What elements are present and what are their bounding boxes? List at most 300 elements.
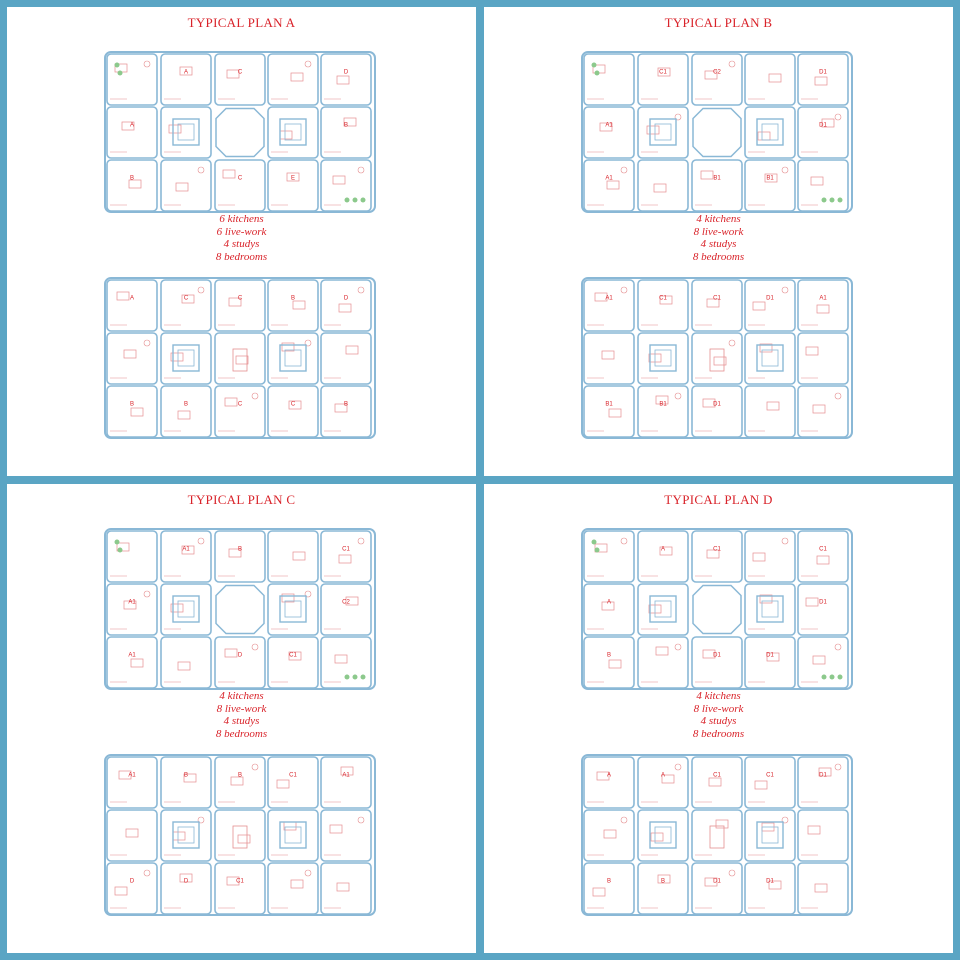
- unit-label: D1: [766, 295, 774, 302]
- room: [638, 280, 688, 331]
- atrium: [693, 109, 741, 157]
- room: [268, 333, 318, 384]
- chair: [621, 167, 627, 173]
- furniture: [284, 822, 296, 830]
- chair: [358, 817, 364, 823]
- unit-label: B: [237, 772, 243, 779]
- plant: [361, 675, 366, 680]
- unit-label: C1: [342, 546, 350, 553]
- chair: [835, 114, 841, 120]
- unit-label: C1: [659, 295, 667, 302]
- unit-stats: [484, 213, 953, 263]
- floor-plan-lower: [7, 748, 476, 918]
- stat-live-work: 8 live-work: [693, 702, 744, 715]
- room: [692, 863, 742, 914]
- stat-live-work: 8 live-work: [693, 225, 744, 238]
- floor-plan-lower: [484, 271, 953, 441]
- room: [215, 531, 265, 582]
- room: [107, 810, 157, 861]
- unit-label: C: [290, 401, 296, 408]
- unit-label: D1: [819, 772, 827, 779]
- unit-label: D: [183, 878, 189, 885]
- plant: [353, 198, 358, 203]
- room: [321, 54, 371, 105]
- furniture: [124, 350, 136, 358]
- furniture: [808, 826, 820, 834]
- stat-bedrooms: 8 bedrooms: [215, 727, 268, 740]
- plant: [595, 71, 600, 76]
- furniture: [593, 888, 605, 896]
- room: [745, 863, 795, 914]
- elevator-shaft: [285, 124, 301, 140]
- chair: [621, 538, 627, 544]
- elevator-core: [650, 119, 676, 145]
- room: [745, 531, 795, 582]
- panel-title: TYPICAL PLAN A: [187, 15, 296, 30]
- floor-plan-upper: [484, 522, 953, 692]
- furniture: [716, 820, 728, 828]
- furniture: [173, 832, 185, 840]
- chair: [358, 287, 364, 293]
- unit-label: C1: [289, 652, 297, 659]
- elevator-core: [757, 822, 783, 848]
- furniture: [651, 833, 663, 841]
- room: [798, 584, 848, 635]
- unit-label: B: [183, 401, 189, 408]
- furniture: [236, 356, 248, 364]
- room: [692, 54, 742, 105]
- room: [798, 637, 848, 688]
- furniture: [607, 181, 619, 189]
- unit-label: B1: [659, 401, 667, 408]
- furniture: [169, 125, 181, 133]
- furniture: [811, 177, 823, 185]
- elevator-shaft: [655, 124, 671, 140]
- unit-label: A: [606, 599, 612, 606]
- room: [161, 757, 211, 808]
- furniture: [238, 835, 250, 843]
- unit-label: B: [129, 401, 135, 408]
- unit-label: C2: [342, 599, 350, 606]
- unit-label: D: [343, 69, 349, 76]
- room: [745, 386, 795, 437]
- room: [745, 757, 795, 808]
- elevator-core: [280, 345, 306, 371]
- room: [215, 757, 265, 808]
- chair: [198, 167, 204, 173]
- room: [584, 333, 634, 384]
- plant: [115, 540, 120, 545]
- unit-label: D1: [713, 878, 721, 885]
- room: [161, 333, 211, 384]
- furniture: [806, 347, 818, 355]
- room: [321, 280, 371, 331]
- room: [268, 54, 318, 105]
- room: [107, 107, 157, 158]
- room: [268, 160, 318, 211]
- furniture: [813, 656, 825, 664]
- panel-title: TYPICAL PLAN B: [664, 15, 773, 30]
- elevator-core: [173, 822, 199, 848]
- unit-label: C1: [659, 69, 667, 76]
- furniture: [337, 76, 349, 84]
- unit-label: C: [237, 175, 243, 182]
- furniture: [126, 829, 138, 837]
- room: [161, 637, 211, 688]
- chair: [835, 393, 841, 399]
- furniture: [223, 170, 235, 178]
- furniture: [117, 292, 129, 300]
- chair: [729, 870, 735, 876]
- elevator-core: [280, 596, 306, 622]
- plant: [830, 198, 835, 203]
- unit-label: D1: [766, 652, 774, 659]
- stat-studys: 4 studys: [223, 238, 260, 250]
- unit-label: B: [606, 878, 612, 885]
- room: [161, 863, 211, 914]
- room: [798, 810, 848, 861]
- room: [798, 160, 848, 211]
- elevator-core: [173, 596, 199, 622]
- chair: [358, 167, 364, 173]
- room: [745, 637, 795, 688]
- plan-panel-b: [484, 7, 953, 476]
- unit-label: C1: [289, 772, 297, 779]
- furniture: [225, 398, 237, 406]
- elevator-shaft: [655, 350, 671, 366]
- furniture: [346, 346, 358, 354]
- furniture: [813, 405, 825, 413]
- unit-label: E: [290, 175, 296, 182]
- chair: [835, 644, 841, 650]
- chair: [675, 644, 681, 650]
- room: [745, 54, 795, 105]
- floor-plan-upper: [484, 45, 953, 215]
- room: [268, 810, 318, 861]
- plant: [118, 548, 123, 553]
- unit-label: C1: [819, 546, 827, 553]
- room: [215, 160, 265, 211]
- room: [268, 863, 318, 914]
- stat-studys: 4 studys: [223, 715, 260, 727]
- elevator-shaft: [762, 827, 778, 843]
- elevator-shaft: [178, 124, 194, 140]
- furniture: [333, 176, 345, 184]
- unit-label: B: [606, 652, 612, 659]
- room: [321, 637, 371, 688]
- unit-label: D1: [819, 69, 827, 76]
- room: [321, 386, 371, 437]
- room: [268, 107, 318, 158]
- dining-table: [233, 826, 247, 848]
- unit-label: D: [129, 878, 135, 885]
- dining-table: [710, 349, 724, 371]
- room: [798, 863, 848, 914]
- room: [638, 160, 688, 211]
- unit-label: A1: [605, 122, 613, 129]
- chair: [144, 61, 150, 67]
- atrium: [216, 109, 264, 157]
- room: [107, 333, 157, 384]
- room: [161, 584, 211, 635]
- room: [745, 584, 795, 635]
- chair: [835, 764, 841, 770]
- unit-label: A: [183, 69, 189, 76]
- room: [638, 333, 688, 384]
- chair: [144, 340, 150, 346]
- unit-label: B: [343, 122, 349, 129]
- elevator-shaft: [762, 601, 778, 617]
- furniture: [709, 778, 721, 786]
- furniture: [758, 132, 770, 140]
- unit-label: D1: [819, 599, 827, 606]
- plant: [822, 675, 827, 680]
- stat-live-work: 8 live-work: [216, 702, 267, 715]
- room: [584, 54, 634, 105]
- plant: [353, 675, 358, 680]
- furniture: [225, 649, 237, 657]
- room: [798, 757, 848, 808]
- plant: [361, 198, 366, 203]
- stat-bedrooms: 8 bedrooms: [215, 250, 268, 263]
- chair: [675, 393, 681, 399]
- dining-table: [710, 826, 724, 848]
- unit-label: A: [129, 122, 135, 129]
- furniture: [817, 305, 829, 313]
- furniture: [339, 304, 351, 312]
- room: [161, 386, 211, 437]
- elevator-core: [757, 596, 783, 622]
- unit-label: C: [237, 295, 243, 302]
- unit-label: B: [183, 772, 189, 779]
- room: [798, 107, 848, 158]
- unit-label: A: [660, 546, 666, 553]
- unit-label: B: [290, 295, 296, 302]
- room: [268, 584, 318, 635]
- floor-plan-lower: [484, 748, 953, 918]
- room: [584, 531, 634, 582]
- unit-label: C2: [713, 69, 721, 76]
- room: [692, 531, 742, 582]
- unit-label: D1: [766, 878, 774, 885]
- room: [798, 386, 848, 437]
- unit-label: B1: [766, 175, 774, 182]
- room: [798, 531, 848, 582]
- furniture: [609, 409, 621, 417]
- furniture: [293, 552, 305, 560]
- unit-label: D1: [713, 652, 721, 659]
- chair: [782, 167, 788, 173]
- unit-label: A1: [182, 546, 190, 553]
- room: [107, 54, 157, 105]
- room: [161, 531, 211, 582]
- plant: [118, 71, 123, 76]
- plant: [838, 675, 843, 680]
- room: [745, 160, 795, 211]
- furniture: [701, 171, 713, 179]
- furniture: [291, 880, 303, 888]
- unit-label: D: [343, 295, 349, 302]
- room: [321, 531, 371, 582]
- room: [638, 107, 688, 158]
- elevator-core: [280, 119, 306, 145]
- elevator-shaft: [762, 350, 778, 366]
- furniture: [178, 411, 190, 419]
- furniture: [753, 553, 765, 561]
- floor-plan-lower: [7, 271, 476, 441]
- unit-label: C1: [236, 878, 244, 885]
- elevator-core: [650, 345, 676, 371]
- elevator-core: [650, 596, 676, 622]
- stat-live-work: 6 live-work: [216, 225, 267, 238]
- chair: [252, 764, 258, 770]
- unit-label: D1: [713, 401, 721, 408]
- furniture: [115, 887, 127, 895]
- room: [161, 280, 211, 331]
- room: [107, 280, 157, 331]
- room: [638, 637, 688, 688]
- stat-kitchens: 4 kitchens: [696, 690, 741, 702]
- elevator-shaft: [655, 601, 671, 617]
- plant: [595, 548, 600, 553]
- room: [268, 757, 318, 808]
- unit-label: A1: [128, 599, 136, 606]
- elevator-shaft: [285, 350, 301, 366]
- dining-table: [233, 349, 247, 371]
- room: [107, 386, 157, 437]
- room: [107, 584, 157, 635]
- elevator-shaft: [178, 827, 194, 843]
- furniture: [654, 184, 666, 192]
- floor-plan-upper: [7, 45, 476, 215]
- unit-label: C1: [766, 772, 774, 779]
- plant: [822, 198, 827, 203]
- room: [584, 107, 634, 158]
- chair: [252, 644, 258, 650]
- room: [215, 637, 265, 688]
- elevator-shaft: [178, 601, 194, 617]
- room: [798, 280, 848, 331]
- chair: [675, 764, 681, 770]
- furniture: [293, 301, 305, 309]
- stat-kitchens: 6 kitchens: [219, 213, 264, 225]
- room: [692, 280, 742, 331]
- room: [638, 584, 688, 635]
- unit-label: A1: [605, 295, 613, 302]
- unit-label: A: [129, 295, 135, 302]
- unit-label: B: [129, 175, 135, 182]
- plan-panel-d: [484, 484, 953, 953]
- room: [798, 333, 848, 384]
- unit-label: A1: [342, 772, 350, 779]
- plant: [592, 540, 597, 545]
- room: [638, 863, 688, 914]
- room: [638, 54, 688, 105]
- furniture: [769, 74, 781, 82]
- room: [107, 863, 157, 914]
- chair: [144, 591, 150, 597]
- furniture: [178, 662, 190, 670]
- stat-studys: 4 studys: [700, 238, 737, 250]
- unit-label: C: [183, 295, 189, 302]
- chair: [358, 538, 364, 544]
- room: [107, 637, 157, 688]
- room: [584, 757, 634, 808]
- furniture: [339, 555, 351, 563]
- furniture: [755, 781, 767, 789]
- furniture: [330, 825, 342, 833]
- unit-stats: [7, 690, 476, 740]
- building-outline: [582, 755, 852, 915]
- room: [215, 54, 265, 105]
- room: [584, 810, 634, 861]
- room: [584, 863, 634, 914]
- chair: [198, 287, 204, 293]
- furniture: [609, 660, 621, 668]
- elevator-core: [173, 119, 199, 145]
- room: [321, 757, 371, 808]
- unit-label: B: [237, 546, 243, 553]
- elevator-shaft: [285, 601, 301, 617]
- unit-label: A1: [605, 175, 613, 182]
- chair: [305, 870, 311, 876]
- room: [161, 107, 211, 158]
- unit-label: A1: [819, 295, 827, 302]
- unit-stats: [484, 690, 953, 740]
- room: [321, 160, 371, 211]
- room: [692, 757, 742, 808]
- room: [638, 757, 688, 808]
- room: [215, 386, 265, 437]
- room: [268, 637, 318, 688]
- unit-label: C1: [713, 295, 721, 302]
- room: [584, 160, 634, 211]
- plant: [838, 198, 843, 203]
- unit-label: B1: [605, 401, 613, 408]
- room: [584, 584, 634, 635]
- room: [692, 810, 742, 861]
- unit-label: B: [343, 401, 349, 408]
- furniture: [604, 830, 616, 838]
- room: [321, 107, 371, 158]
- chair: [198, 538, 204, 544]
- furniture: [767, 402, 779, 410]
- elevator-shaft: [285, 827, 301, 843]
- unit-label: C1: [713, 546, 721, 553]
- unit-label: C: [237, 69, 243, 76]
- room: [321, 810, 371, 861]
- unit-label: C1: [713, 772, 721, 779]
- unit-label: D: [237, 652, 243, 659]
- room: [161, 160, 211, 211]
- panel-title: TYPICAL PLAN C: [187, 492, 296, 507]
- room: [215, 810, 265, 861]
- elevator-core: [757, 345, 783, 371]
- room: [745, 280, 795, 331]
- furniture: [815, 77, 827, 85]
- panel-title: TYPICAL PLAN D: [664, 492, 773, 507]
- chair: [782, 287, 788, 293]
- furniture: [291, 73, 303, 81]
- chair: [621, 817, 627, 823]
- stat-bedrooms: 8 bedrooms: [692, 727, 745, 740]
- room: [161, 54, 211, 105]
- furniture: [815, 884, 827, 892]
- room: [107, 757, 157, 808]
- stat-studys: 4 studys: [700, 715, 737, 727]
- elevator-shaft: [178, 350, 194, 366]
- stat-bedrooms: 8 bedrooms: [692, 250, 745, 263]
